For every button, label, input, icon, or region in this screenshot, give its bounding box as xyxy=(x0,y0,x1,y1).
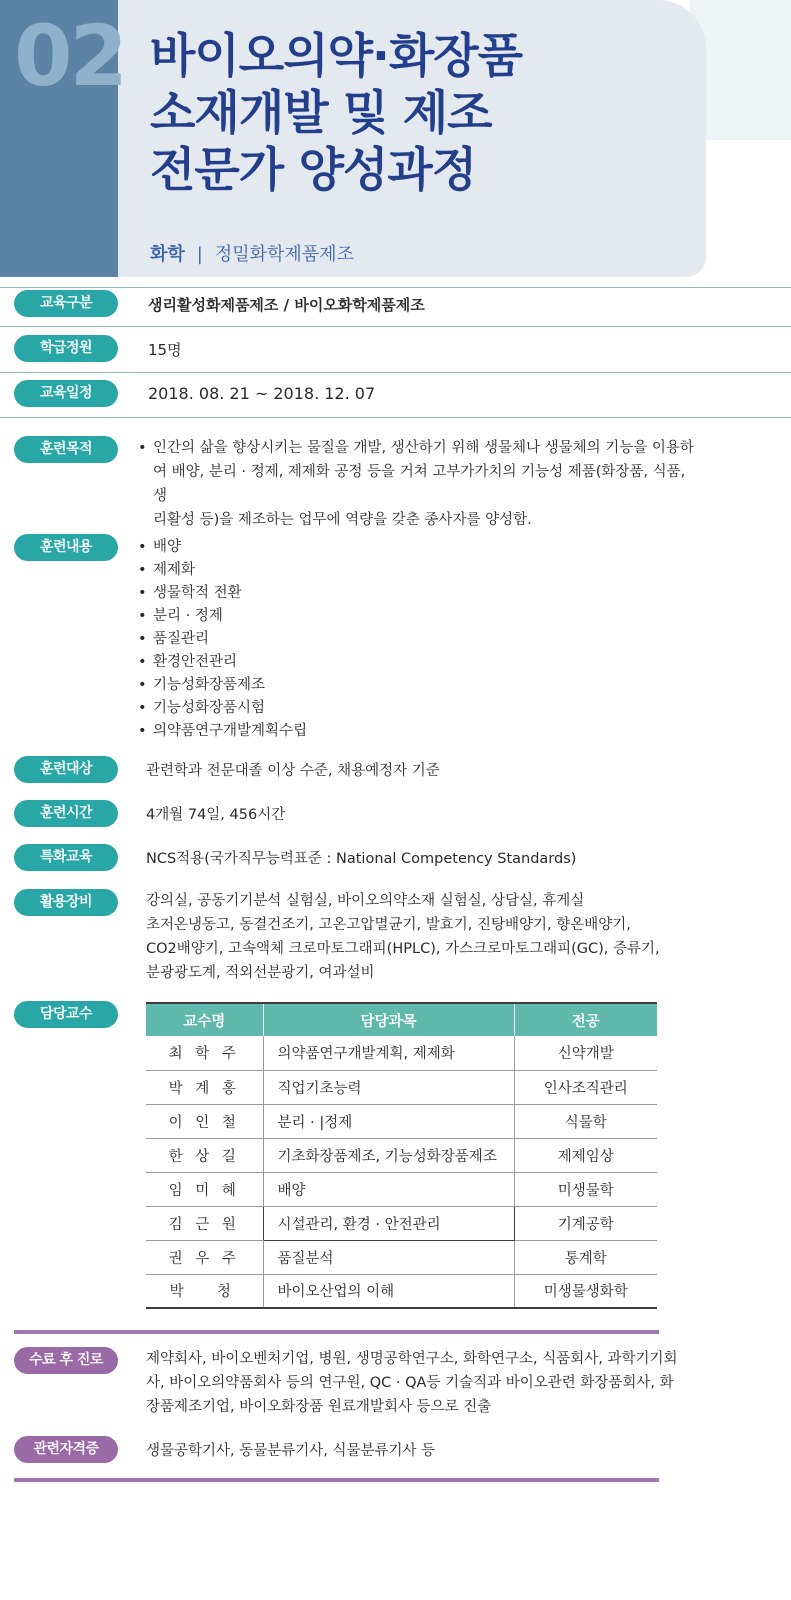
table-row xyxy=(146,1138,657,1172)
professor-subject: 의약품연구개발계획, 제제화 xyxy=(263,1036,514,1070)
professor-table xyxy=(146,1002,657,1309)
professor-major: 인사조직관리 xyxy=(514,1070,657,1104)
section-divider xyxy=(14,1330,659,1334)
header-number-panel xyxy=(0,0,125,277)
label-schedule: 교육일정 xyxy=(14,380,118,407)
professor-name: 최 학 주 xyxy=(146,1036,263,1070)
table-row xyxy=(146,1036,657,1070)
professor-name: 이 인 철 xyxy=(146,1104,263,1138)
course-number: 02 xyxy=(14,7,125,105)
equipment-line: 분광광도계, 적외선분광기, 여과설비 xyxy=(146,965,375,981)
equipment-line: 초저온냉동고, 동결건조기, 고온고압멸균기, 발효기, 진탕배양기, 향온배양기, xyxy=(146,917,631,933)
list-item: • 환경안전관리 xyxy=(138,651,307,674)
purpose-line-2: 여 배양, 분리 · 정제, 제제화 공정 등을 거쳐 고부가가치의 기능성 제품(화장품, 식품, 생 xyxy=(153,464,686,504)
subcategory-name: 정밀화학제품제조 xyxy=(214,244,354,265)
professor-subject: 분리 · |정제 xyxy=(263,1104,514,1138)
table-row xyxy=(146,1206,657,1240)
course-title-line-3: 전문가 양성과정 xyxy=(150,143,477,198)
target-value: 관련학과 전문대졸 이상 수준, 채용예정자 기준 xyxy=(146,763,440,779)
hours-value: 4개월 74일, 456시간 xyxy=(146,807,286,823)
table-row xyxy=(146,1274,657,1308)
table-row xyxy=(146,1240,657,1274)
list-item: • 기능성화장품제조 xyxy=(138,674,307,697)
purpose-line-3: 리활성 등)을 제조하는 업무에 역량을 갖춘 종사자를 양성함. xyxy=(153,512,532,528)
list-item: • 배양 xyxy=(138,536,307,559)
professor-major: 식물학 xyxy=(514,1104,657,1138)
special-value: NCS적용(국가직무능력표준 : National Competency Standards) xyxy=(146,851,577,867)
professor-subject: 기초화장품제조, 기능성화장품제조 xyxy=(263,1138,514,1172)
list-item: • 생물학적 전환 xyxy=(138,582,307,605)
professor-major: 기계공학 xyxy=(514,1206,657,1240)
professor-name: 한 상 길 xyxy=(146,1138,263,1172)
professor-major: 신약개발 xyxy=(514,1036,657,1070)
section-divider xyxy=(14,1478,659,1482)
certificates-value: 생물공학기사, 동물분류기사, 식물분류기사 등 xyxy=(146,1443,436,1459)
list-item: • 분리 · 정제 xyxy=(138,605,307,628)
professor-major: 미생물학 xyxy=(514,1172,657,1206)
label-hours: 훈련시간 xyxy=(14,800,118,827)
career-line: 제약회사, 바이오벤처기업, 병원, 생명공학연구소, 화학연구소, 식품회사, 과학기기회 xyxy=(146,1351,678,1367)
professor-subject: 품질분석 xyxy=(263,1240,514,1274)
table-row xyxy=(146,1172,657,1206)
list-item: • 의약품연구개발계획수립 xyxy=(138,720,307,743)
divider xyxy=(0,287,791,288)
divider xyxy=(0,326,791,327)
label-purpose: 훈련목적 xyxy=(14,436,118,463)
column-header-subject: 담당과목 xyxy=(263,1003,514,1036)
professor-name: 박 청 xyxy=(146,1274,263,1308)
professor-major: 제제임상 xyxy=(514,1138,657,1172)
capacity-value: 15명 xyxy=(148,341,182,359)
professor-major: 통계학 xyxy=(514,1240,657,1274)
career-line: 장품제조기업, 바이오화장품 원료개발회사 등으로 진출 xyxy=(146,1399,492,1415)
course-category xyxy=(150,240,354,266)
label-capacity: 학급정원 xyxy=(14,335,118,362)
professor-name: 김 근 원 xyxy=(146,1206,263,1240)
equipment-line: CO2배양기, 고속액체 크로마토그래피(HPLC), 가스크로마토그래피(GC), 증류기, xyxy=(146,941,660,957)
professor-subject: 시설관리, 환경 · 안전관리 xyxy=(263,1206,514,1240)
equipment-text xyxy=(146,889,660,985)
equipment-line: 강의실, 공동기기분석 실험실, 바이오의약소재 실험실, 상담실, 휴게실 xyxy=(146,893,585,909)
label-special: 특화교육 xyxy=(14,844,118,871)
label-target: 훈련대상 xyxy=(14,756,118,783)
division-value: 생리활성화제품제조 / 바이오화학제품제조 xyxy=(148,296,425,314)
professor-subject: 직업기초능력 xyxy=(263,1070,514,1104)
divider xyxy=(0,417,791,418)
label-certificates: 관련자격증 xyxy=(14,1436,118,1463)
course-title-line-2: 소재개발 및 제조 xyxy=(150,86,492,141)
label-career: 수료 후 진로 xyxy=(14,1347,118,1374)
professor-major: 미생물생화학 xyxy=(514,1274,657,1308)
list-item: • 품질관리 xyxy=(138,628,307,651)
list-item: • 기능성화장품시험 xyxy=(138,697,307,720)
label-division: 교육구분 xyxy=(14,290,118,317)
purpose-text xyxy=(138,436,698,532)
label-equipment: 활용장비 xyxy=(14,889,118,916)
professor-name: 박 계 홍 xyxy=(146,1070,263,1104)
professor-subject: 배양 xyxy=(263,1172,514,1206)
schedule-value: 2018. 08. 21 ~ 2018. 12. 07 xyxy=(148,384,376,403)
label-content: 훈련내용 xyxy=(14,534,118,561)
table-header-row xyxy=(146,1003,657,1036)
course-title-line-1: 바이오의약·화장품 xyxy=(150,29,523,84)
course-title xyxy=(150,28,522,199)
column-header-name: 교수명 xyxy=(146,1003,263,1036)
list-item: • 제제화 xyxy=(138,559,307,582)
table-row xyxy=(146,1104,657,1138)
category-name: 화학 xyxy=(150,244,185,265)
content-list xyxy=(138,536,307,743)
purpose-line-1: 인간의 삶을 향상시키는 물질을 개발, 생산하기 위해 생물체나 생물체의 기능을 이용하 xyxy=(153,440,694,456)
table-row xyxy=(146,1070,657,1104)
category-separator: | xyxy=(196,244,203,265)
career-text xyxy=(146,1347,678,1419)
professor-name: 권 우 주 xyxy=(146,1240,263,1274)
professor-name: 임 미 혜 xyxy=(146,1172,263,1206)
label-professors: 담당교수 xyxy=(14,1001,118,1028)
professor-subject: 바이오산업의 이해 xyxy=(263,1274,514,1308)
column-header-major: 전공 xyxy=(514,1003,657,1036)
career-line: 사, 바이오의약품회사 등의 연구원, QC · QA등 기술직과 바이오관련 화장품회사, 화 xyxy=(146,1375,674,1391)
bullet: • xyxy=(138,440,147,456)
divider xyxy=(0,372,791,373)
